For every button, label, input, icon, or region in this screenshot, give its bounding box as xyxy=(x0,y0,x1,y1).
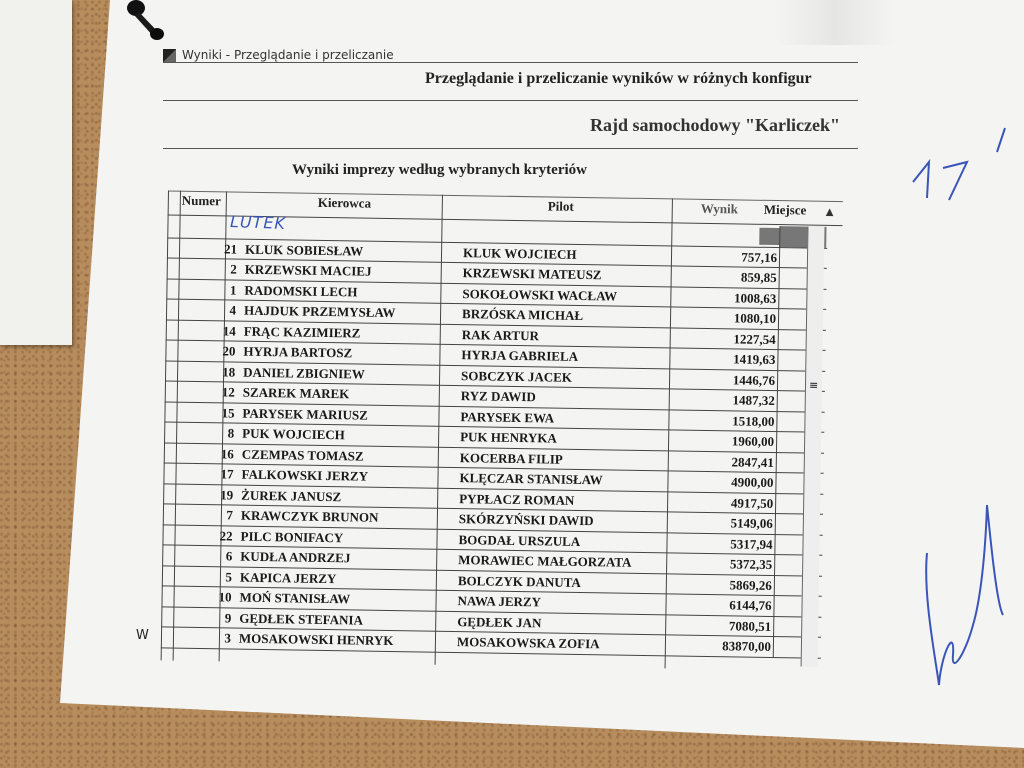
cell-pilot: BOLCZYK DANUTA xyxy=(457,572,581,590)
cell-kierowca: MOŃ STANISŁAW xyxy=(239,589,351,607)
cell-pilot: PUK HENRYKA xyxy=(460,429,557,446)
cell-pilot: KOCERBA FILIP xyxy=(459,449,563,467)
cell-wynik: 757,16 xyxy=(741,248,778,265)
column-header-pilot[interactable]: Pilot xyxy=(547,198,574,214)
cell-wynik xyxy=(687,228,777,229)
cell-pilot: NAWA JERZY xyxy=(457,593,542,610)
cell-kierowca: PARYSEK MARIUSZ xyxy=(242,405,368,423)
cell-pilot: RYZ DAWID xyxy=(460,388,536,405)
cell-kierowca: GĘDŁEK STEFANIA xyxy=(239,610,364,628)
cell-wynik: 1960,00 xyxy=(731,433,775,450)
cell-wynik: 1008,63 xyxy=(734,289,777,306)
cell-wynik: 7080,51 xyxy=(728,617,772,634)
cell-numer: 9 xyxy=(224,609,232,626)
handwritten-signature-icon xyxy=(915,505,1010,695)
cell-numer: 17 xyxy=(220,466,234,482)
column-header-numer[interactable]: Numer xyxy=(181,192,221,209)
cell-wynik: 859,85 xyxy=(740,269,777,286)
cell-numer: 12 xyxy=(221,384,235,400)
cell-numer: 7 xyxy=(226,507,234,523)
cell-kierowca: MOSAKOWSKI HENRYK xyxy=(238,630,394,649)
cell-kierowca: FALKOWSKI JERZY xyxy=(241,466,369,484)
cell-kierowca: HYRJA BARTOSZ xyxy=(243,343,353,361)
cell-numer: 8 xyxy=(227,425,235,441)
cell-kierowca: PILC BONIFACY xyxy=(240,528,344,545)
cell-kierowca: CZEMPAS TOMASZ xyxy=(241,446,364,464)
cell-kierowca: KAPICA JERZY xyxy=(239,569,337,586)
cell-wynik: 5869,26 xyxy=(729,576,772,593)
cell-pilot: PYPŁACZ ROMAN xyxy=(459,490,575,508)
cell-wynik: 1446,76 xyxy=(732,371,776,388)
cell-numer: 10 xyxy=(218,589,232,605)
cell-numer: 2 xyxy=(230,261,237,277)
page-heading: Przeglądanie i przeliczanie wyników w różnych konfigur xyxy=(425,70,812,87)
handwritten-note: LUTEK xyxy=(229,212,287,233)
event-title: Rajd samochodowy "Karliczek" xyxy=(590,115,840,135)
cell-wynik: 5317,94 xyxy=(730,535,773,552)
cell-pilot: MOSAKOWSKA ZOFIA xyxy=(456,634,600,652)
cell-numer: 22 xyxy=(219,527,233,544)
cell-pilot: HYRJA GABRIELA xyxy=(461,347,579,364)
cell-kierowca: KLUK SOBIESŁAW xyxy=(244,241,364,259)
cell-wynik: 2847,41 xyxy=(731,453,774,470)
cell-numer: 14 xyxy=(222,322,236,339)
cell-pilot: MORAWIEC MAŁGORZATA xyxy=(458,552,632,570)
cell-numer: 6 xyxy=(225,548,233,564)
cell-kierowca: HAJDUK PRZEMYSŁAW xyxy=(244,302,396,321)
cell-pilot: KRZEWSKI MATEUSZ xyxy=(462,265,602,283)
cell-wynik: 1419,63 xyxy=(733,351,776,368)
cell-pilot: GĘDŁEK JAN xyxy=(457,613,542,630)
cell-wynik: 5149,06 xyxy=(730,515,773,532)
cell-numer: 19 xyxy=(220,486,234,503)
results-table xyxy=(130,190,843,691)
cell-numer: 21 xyxy=(223,240,238,257)
cell-kierowca: KRAWCZYK BRUNON xyxy=(240,507,379,525)
background-sheet xyxy=(0,0,72,345)
column-header-miejsce[interactable]: Miejsce xyxy=(763,201,807,218)
cell-numer: 15 xyxy=(221,404,235,421)
scroll-thumb-icon[interactable]: ≡ xyxy=(808,378,819,392)
window-title: Wyniki - Przeglądanie i przeliczanie xyxy=(182,48,394,62)
cell-pilot: SOBCZYK JACEK xyxy=(461,367,573,385)
cell-numer: 1 xyxy=(229,281,237,298)
cell-kierowca: DANIEL ZBIGNIEW xyxy=(243,364,365,382)
cell-wynik: 6144,76 xyxy=(729,597,772,614)
table-title: Wyniki imprezy według wybranych kryteriów xyxy=(292,162,587,178)
handwritten-scribble-icon xyxy=(905,120,1020,215)
cell-pilot: BRZÓSKA MICHAŁ xyxy=(461,306,584,324)
cell-kierowca: SZAREK MAREK xyxy=(242,384,350,402)
cell-numer: 3 xyxy=(224,630,232,646)
cell-kierowca: FRĄC KAZIMIERZ xyxy=(243,323,361,341)
margin-mark: W xyxy=(136,628,149,643)
cell-wynik: 1080,10 xyxy=(733,310,777,327)
cell-wynik: 4917,50 xyxy=(730,494,774,511)
cell-pilot: SKÓRZYŃSKI DAWID xyxy=(458,511,594,529)
cell-wynik: 83870,00 xyxy=(722,638,772,654)
cell-numer: 18 xyxy=(222,363,236,380)
cell-numer: 4 xyxy=(229,302,237,318)
cell-pilot: PARYSEK EWA xyxy=(460,408,555,426)
cell-pilot: KLĘCZAR STANISŁAW xyxy=(459,470,603,488)
cell-wynik: 1518,00 xyxy=(732,412,775,429)
pushpin-icon xyxy=(124,0,164,42)
cell-wynik: 5372,35 xyxy=(729,556,773,573)
app-icon xyxy=(163,49,176,62)
cell-kierowca: KUDŁA ANDRZEJ xyxy=(240,548,351,566)
cell-numer: 5 xyxy=(225,568,233,585)
cell-wynik: 1487,32 xyxy=(732,392,775,409)
cell-kierowca: KRZEWSKI MACIEJ xyxy=(244,261,372,279)
cell-pilot: KLUK WOJCIECH xyxy=(462,244,577,262)
cell-wynik: 4900,00 xyxy=(731,474,774,491)
cell-pilot: BOGDAŁ URSZULA xyxy=(458,531,581,549)
cell-pilot: RAK ARTUR xyxy=(461,326,540,343)
cell-numer: 20 xyxy=(222,343,236,359)
cell-kierowca: RADOMSKI LECH xyxy=(244,282,358,299)
cell-kierowca: ŻUREK JANUSZ xyxy=(241,487,342,504)
cell-pilot: SOKOŁOWSKI WACŁAW xyxy=(462,285,618,304)
cell-wynik: 1227,54 xyxy=(733,330,776,347)
column-header-kierowca[interactable]: Kierowca xyxy=(317,194,372,211)
column-header-wynik[interactable]: Wynik xyxy=(700,200,738,217)
cell-numer: 16 xyxy=(220,445,234,462)
cell-kierowca: PUK WOJCIECH xyxy=(242,425,345,443)
scroll-up-icon[interactable]: ▲ xyxy=(825,206,834,218)
